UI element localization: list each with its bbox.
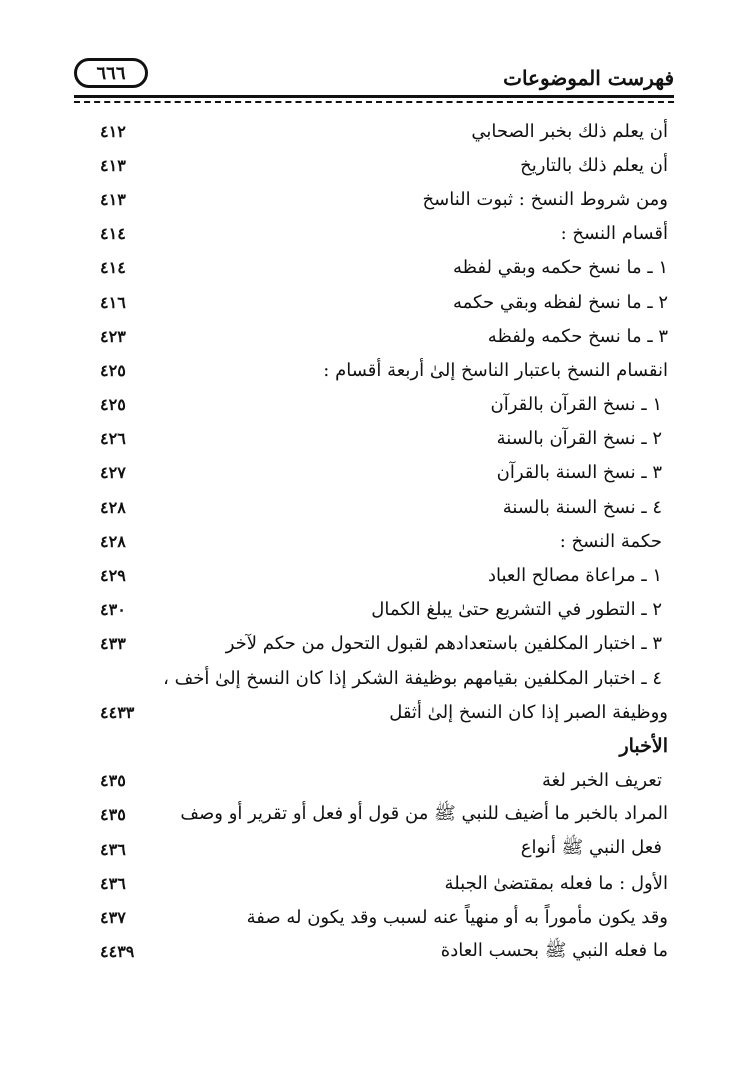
toc-row	[100, 182, 668, 216]
page-header	[74, 54, 674, 100]
toc-row	[100, 422, 668, 456]
toc-row	[100, 900, 668, 934]
toc-row	[100, 832, 668, 866]
toc-entry: ٤ ـ نسخ السنة بالسنة	[502, 496, 662, 518]
toc-row	[100, 285, 668, 319]
toc-entry: تعريف الخبر لغة	[542, 770, 662, 792]
toc-page-number: ٤١٣	[100, 155, 126, 175]
toc-row	[100, 353, 668, 387]
toc-page-number: ٤٣٠	[100, 600, 126, 620]
toc-entry: المراد بالخبر ما أضيف للنبي ﷺ من قول أو فعل أو تقرير أو وصف	[180, 802, 668, 824]
toc-entry: ٤ ـ اختبار المكلفين بقيامهم بوظيفة الشكر إذا كان النسخ إلىٰ أخف ،	[163, 667, 662, 689]
toc-page-number: ٤٢٦	[100, 429, 126, 449]
toc-entry: حكمة النسخ :	[559, 530, 662, 552]
toc-page-number: ٤٤٣٩	[100, 942, 135, 962]
toc-entry: ١ ـ مراعاة مصالح العباد	[487, 565, 662, 587]
header-dashed-rule	[74, 101, 674, 103]
toc-row	[100, 593, 668, 627]
toc-entry: أقسام النسخ :	[560, 223, 668, 245]
toc-entry: ٢ ـ ما نسخ لفظه وبقي حكمه	[452, 291, 668, 313]
toc-page-number: ٤١٤	[100, 224, 126, 244]
toc-entry: ووظيفة الصبر إذا كان النسخ إلىٰ أثقل	[389, 701, 668, 723]
toc-entry: ٣ ـ نسخ السنة بالقرآن	[496, 462, 662, 484]
toc-row	[100, 217, 668, 251]
toc-entry: ١ ـ نسخ القرآن بالقرآن	[490, 394, 662, 416]
header-rule	[74, 95, 674, 98]
toc-row	[100, 251, 668, 285]
toc-page-number: ٤٣٧	[100, 907, 126, 927]
table-of-contents	[100, 114, 668, 969]
toc-page-number: ٤٢٨	[100, 497, 126, 517]
toc-row	[100, 866, 668, 900]
toc-row	[100, 490, 668, 524]
toc-entry: فعل النبي ﷺ أنواع	[520, 837, 662, 859]
toc-page-number: ٤٣٥	[100, 805, 126, 825]
toc-row	[100, 764, 668, 798]
toc-page-number: ٤٣٦	[100, 839, 126, 859]
toc-entry: ما فعله النبي ﷺ بحسب العادة	[440, 939, 668, 961]
toc-row	[100, 695, 668, 729]
toc-entry: أن يعلم ذلك بالتاريخ	[520, 154, 668, 176]
toc-page-number: ٤١٢	[100, 121, 126, 141]
page-number-badge: ٦٦٦	[74, 58, 148, 88]
header-title: فهرست الموضوعات	[503, 66, 674, 90]
toc-row	[100, 798, 668, 832]
toc-entry: ٢ ـ نسخ القرآن بالسنة	[496, 428, 662, 450]
toc-page-number: ٤٢٣	[100, 326, 126, 346]
toc-page-number: ٤١٤	[100, 258, 126, 278]
toc-row	[100, 148, 668, 182]
section-heading: الأخبار	[619, 735, 668, 758]
toc-entry: ١ ـ ما نسخ حكمه وبقي لفظه	[452, 257, 668, 279]
toc-row	[100, 319, 668, 353]
toc-row	[100, 627, 668, 661]
toc-row	[100, 114, 668, 148]
toc-entry: وقد يكون مأموراً به أو منهياً عنه لسبب وقد يكون له صفة	[246, 906, 668, 928]
toc-page-number: ٤٢٥	[100, 360, 126, 380]
toc-entry: ومن شروط النسخ : ثبوت الناسخ	[422, 188, 668, 210]
toc-row	[100, 935, 668, 969]
toc-page-number: ٤٢٨	[100, 531, 126, 551]
toc-entry: أن يعلم ذلك بخبر الصحابي	[471, 120, 668, 142]
toc-section-heading-row	[100, 729, 668, 763]
toc-entry: الأول : ما فعله بمقتضىٰ الجبلة	[444, 872, 668, 894]
toc-row	[100, 388, 668, 422]
toc-entry: ٣ ـ اختبار المكلفين باستعدادهم لقبول التحول من حكم لآخر	[225, 633, 662, 655]
toc-row	[100, 661, 668, 695]
toc-page-number: ٤١٣	[100, 189, 126, 209]
toc-entry: ٢ ـ التطور في التشريع حتىٰ يبلغ الكمال	[371, 599, 662, 621]
toc-entry: ٣ ـ ما نسخ حكمه ولفظه	[487, 325, 668, 347]
toc-page-number: ٤٣٥	[100, 771, 126, 791]
toc-page-number: ٤٢٩	[100, 566, 126, 586]
toc-row	[100, 524, 668, 558]
toc-page-number: ٤١٦	[100, 292, 126, 312]
toc-row	[100, 558, 668, 592]
toc-page-number: ٤٣٦	[100, 873, 126, 893]
toc-entry: انقسام النسخ باعتبار الناسخ إلىٰ أربعة أقسام :	[323, 359, 668, 381]
toc-page-number: ٤٢٧	[100, 463, 126, 483]
toc-page-number: ٤٢٥	[100, 395, 126, 415]
toc-row	[100, 456, 668, 490]
toc-page-number: ٤٣٣	[100, 634, 126, 654]
toc-page-number: ٤٤٣٣	[100, 702, 135, 722]
